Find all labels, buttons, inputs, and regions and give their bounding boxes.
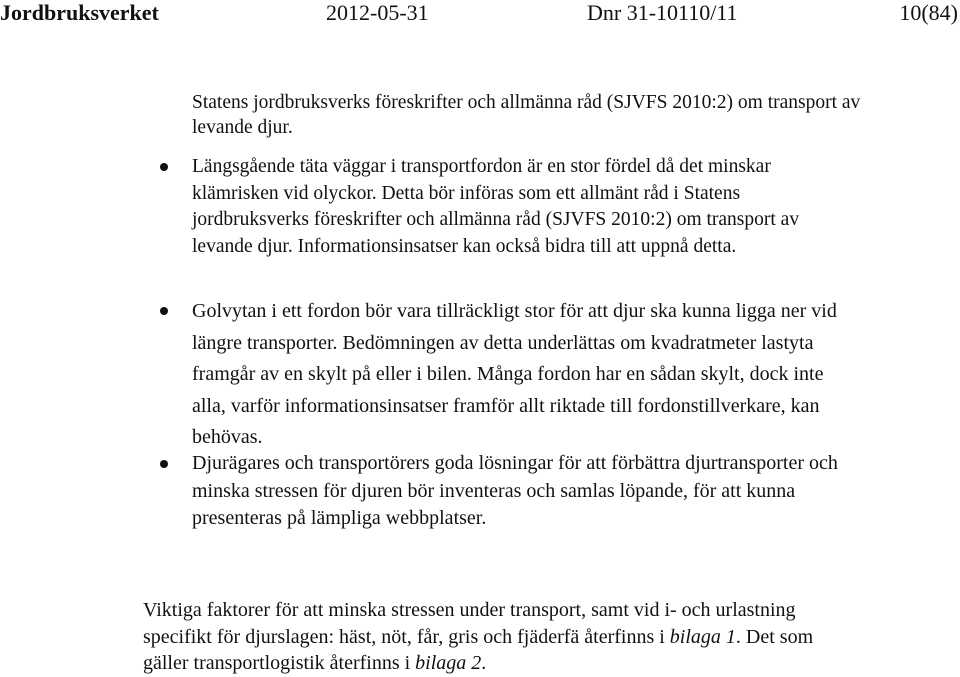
continuation-paragraph: Statens jordbruksverks föreskrifter och allmänna råd (SJVFS 2010:2) om transport av levande djur. <box>192 92 861 138</box>
bullet-icon <box>160 307 168 315</box>
bullet-icon <box>160 163 168 171</box>
header-page-number: 10(84) <box>899 0 958 25</box>
page-header <box>0 0 960 30</box>
list-item-text: Längsgående täta väggar i transportfordon är en stor fördel då det minskar klämrisken vid olyckor. Detta bör införas som ett allmänt råd i Statens jordbruksverks föreskrifter och allmänna råd (SJVFS 2010:2) om transport av levande djur. Informationsinsatser kan också bidra till att uppnå detta. <box>192 156 800 257</box>
list-item-text: Golvytan i ett fordon bör vara tillräckligt stor för att djur ska kunna ligga ner vid längre transporter. Bedömningen av detta underlättas om kvadratmeter lastyta framgår av en skylt på eller i bilen. Många fordon har en sådan skylt, dock inte alla, varför informationsinsatser framför allt riktade till fordonstillverkare, kan behövas. <box>192 300 837 448</box>
appendix-reference-1: bilaga 1 <box>669 625 736 648</box>
closing-text-part3: . <box>481 652 487 674</box>
header-date: 2012-05-31 <box>326 0 429 25</box>
closing-paragraph <box>143 597 863 677</box>
closing-text-part1: Viktiga faktorer för att minska stressen under transport, samt vid i- och urlastning specifikt för djurslagen: häst, nöt, får, gris och fjäderfä återfinns i <box>143 599 796 648</box>
closing-text-part2: . Det som gäller transportlogistik återfinns i <box>143 625 814 674</box>
header-reference-number: Dnr 31-10110/11 <box>587 0 738 25</box>
header-organization: Jordbruksverket <box>0 0 159 25</box>
appendix-reference-2: bilaga 2 <box>415 652 482 674</box>
list-item-text: Djurägares och transportörers goda lösningar för att förbättra djurtransporter och minska stressen för djuren bör inventeras och samlas löpande, för att kunna presenteras på lämpliga webbplatser. <box>192 452 838 529</box>
bullet-icon <box>160 460 168 468</box>
